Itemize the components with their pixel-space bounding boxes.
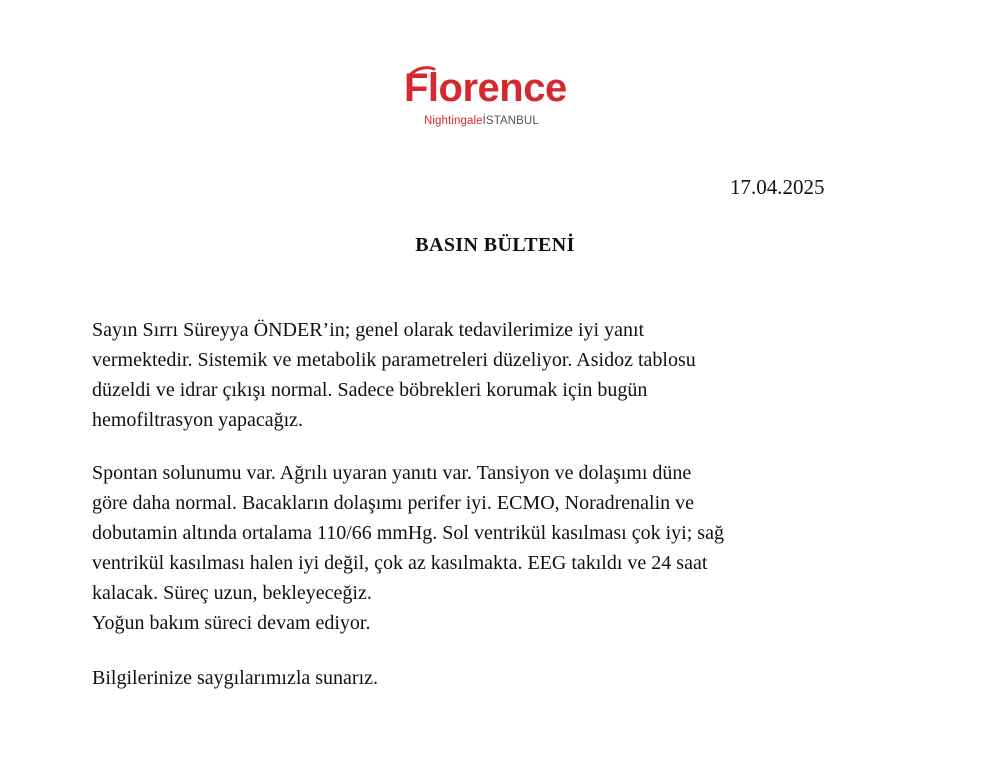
paragraph-line: Yoğun bakım süreci devam ediyor. (92, 612, 371, 634)
paragraph-line: düzeldi ve idrar çıkışı normal. Sadece böbrekleri korumak için bugün (92, 379, 648, 401)
paragraph-line: Sayın Sırrı Süreyya ÖNDER’in; genel olarak tedavilerimize iyi yanıt (92, 319, 645, 341)
paragraph-line: Spontan solunumu var. Ağrılı uyaran yanıtı var. Tansiyon ve dolaşımı düne (92, 462, 692, 484)
paragraph-line: dobutamin altında ortalama 110/66 mmHg. Sol ventrikül kasılması çok iyi; sağ (92, 522, 724, 544)
logo-subtitle-left: Nightingale (424, 115, 483, 127)
logo-wordmark: Florence (404, 66, 567, 110)
florence-nightingale-logo (404, 64, 594, 132)
document-date: 17.04.2025 (730, 175, 825, 199)
logo-subtitle-right: İSTANBUL (482, 115, 539, 127)
paragraph-1 (92, 315, 892, 435)
paragraph-line: ventrikül kasılması halen iyi değil, çok az kasılmakta. EEG takıldı ve 24 saat (92, 552, 708, 574)
document-title: BASIN BÜLTENİ (415, 234, 575, 256)
closing-line: Bilgilerinize saygılarımızla sunarız. (92, 667, 379, 689)
paragraph-line: vermektedir. Sistemik ve metabolik parametreleri düzeliyor. Asidoz tablosu (92, 349, 696, 371)
paragraph-2 (92, 458, 892, 638)
logo-subtitle (424, 114, 539, 128)
paragraph-line: kalacak. Süreç uzun, bekleyeceğiz. (92, 582, 372, 604)
paragraph-line: hemofiltrasyon yapacağız. (92, 409, 304, 431)
paragraph-line: göre daha normal. Bacakların dolaşımı perifer iyi. ECMO, Noradrenalin ve (92, 492, 695, 514)
